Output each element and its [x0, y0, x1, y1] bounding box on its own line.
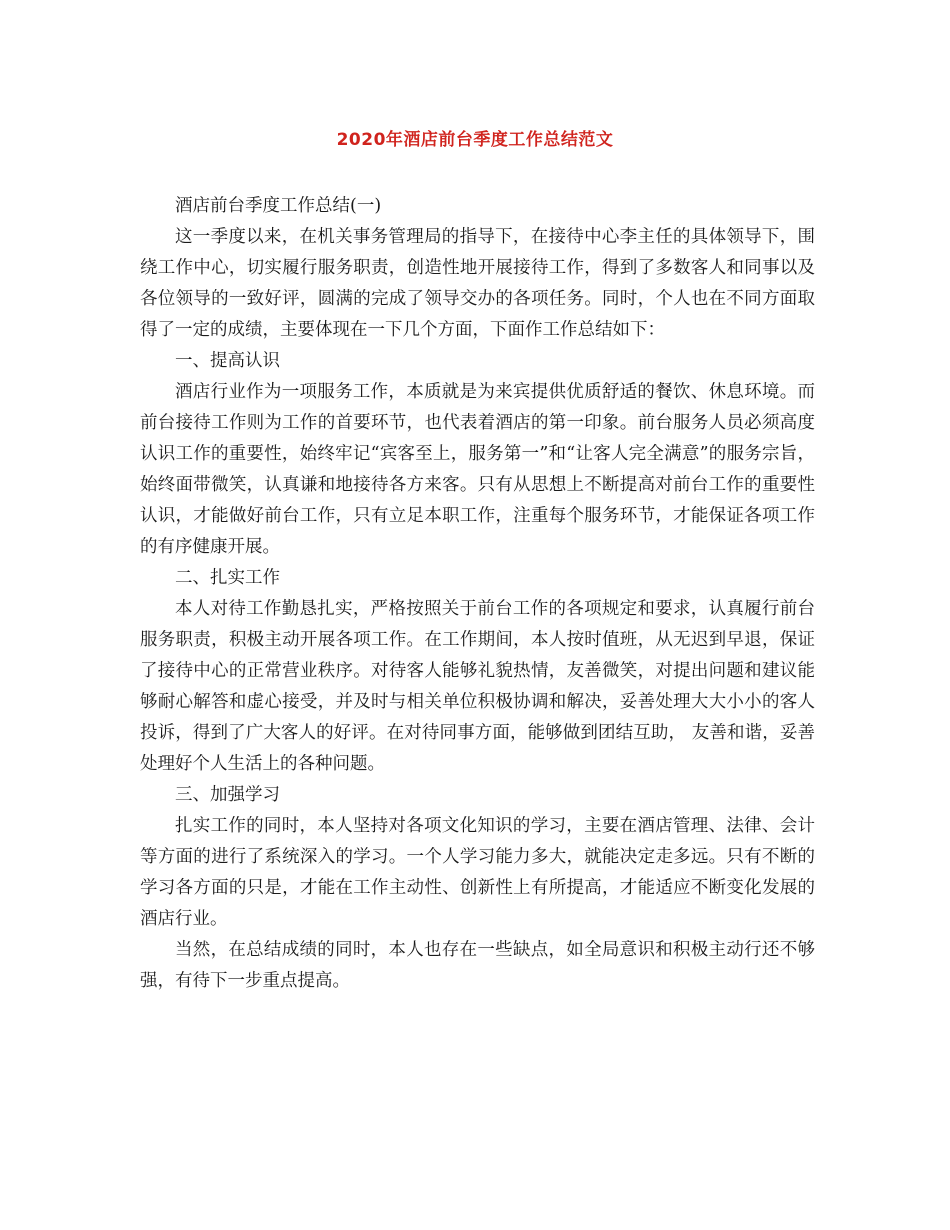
subsection-heading: 三、加强学习 — [175, 785, 280, 805]
subsection-heading: 二、扎实工作 — [175, 568, 280, 588]
paragraph: 本人对待工作勤恳扎实，严格按照关于前台工作的各项规定和要求，认真履行前台服务职责，积极主动开展各项工作。在工作期间，本人按时值班，从无迟到早退，保证了接待中心的正常营业秩序。对待客人能够礼貌热情，友善微笑，对提出问题和建议能够耐心解答和虚心接受，并及时与相关单位积极协调和解决，妥善处理大大小小的客人投诉，得到了广大客人的好评。在对待同事方面，能够做到团结互助， 友善和谐，妥善处理好个人生活上的各种问题。 — [140, 599, 815, 774]
paragraph: 扎实工作的同时，本人坚持对各项文化知识的学习，主要在酒店管理、法律、会计等方面的进行了系统深入的学习。一个人学习能力多大，就能决定走多远。只有不断的学习各方面的只是，才能在工作主动性、创新性上有所提高，才能适应不断变化发展的酒店行业。 — [140, 816, 815, 929]
subsection-heading: 一、提高认识 — [175, 351, 280, 371]
paragraph: 这一季度以来，在机关事务管理局的指导下，在接待中心李主任的具体领导下，围绕工作中心，切实履行服务职责，创造性地开展接待工作，得到了多数客人和同事以及各位领导的一致好评，圆满的完成了领导交办的各项任务。同时，个人也在不同方面取得了一定的成绩，主要体现在一下几个方面，下面作工作总结如下： — [140, 227, 815, 340]
document-title: 2020年酒店前台季度工作总结范文 — [336, 130, 614, 150]
document-body — [140, 191, 815, 997]
paragraph: 酒店行业作为一项服务工作，本质就是为来宾提供优质舒适的餐饮、休息环境。而前台接待工作则为工作的首要环节，也代表着酒店的第一印象。前台服务人员必须高度认识工作的重要性，始终牢记“宾客至上，服务第一”和“让客人完全满意”的服务宗旨，始终面带微笑，认真谦和地接待各方来客。只有从思想上不断提高对前台工作的重要性认识，才能做好前台工作，只有立足本职工作，注重每个服务环节，才能保证各项工作的有序健康开展。 — [140, 382, 815, 557]
section-heading: 酒店前台季度工作总结(一) — [175, 196, 382, 216]
paragraph: 当然，在总结成绩的同时，本人也存在一些缺点，如全局意识和积极主动行还不够强，有待下一步重点提高。 — [140, 940, 815, 991]
